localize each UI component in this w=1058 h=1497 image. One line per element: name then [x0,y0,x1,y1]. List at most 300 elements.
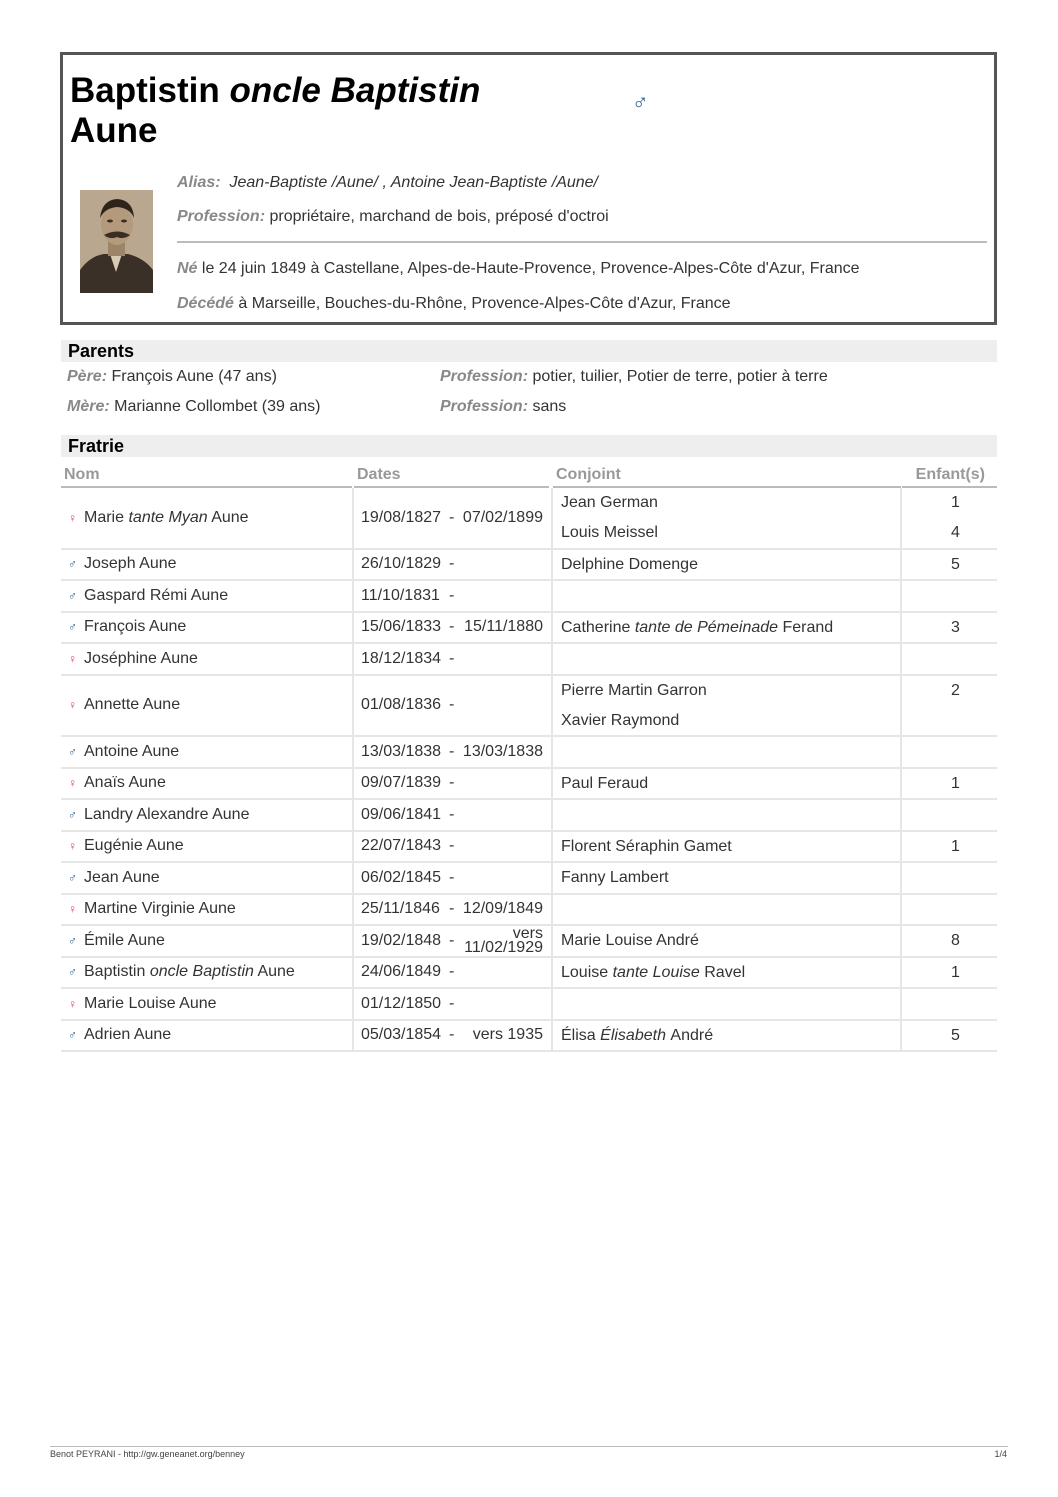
spouse-name: Catherine [561,618,631,636]
father-value[interactable]: François Aune (47 ans) [111,368,277,385]
column-header-dates: Dates [354,464,549,488]
sibling-name-link[interactable] [84,774,166,792]
column-separator [352,926,354,956]
sibling-spouse-cell [553,989,901,1019]
birth-label: Né [177,260,198,277]
children-count: 1 [951,494,960,511]
sibling-name-cell [61,581,352,611]
sibling-first-name: François [84,618,146,636]
birth-date: 15/06/1833 [361,618,442,636]
footer-page-number: 1/4 [994,1449,1007,1459]
profession-line [177,207,609,227]
sibling-spouse-cell [553,644,901,674]
sibling-row [61,895,997,927]
male-icon: ♂ [68,620,77,635]
person-header [60,52,997,325]
sibling-surname: Aune [211,508,249,526]
fratrie-title: Fratrie [61,435,997,457]
sibling-name-cell [61,863,352,893]
sibling-children-cell [902,989,997,1019]
date-separator: - [449,900,455,918]
birth-date: 06/02/1845 [361,868,442,886]
sibling-first-name: Martine Virginie [84,900,195,918]
sibling-row [61,644,997,676]
sibling-spouse-cell [553,895,901,925]
sibling-name-cell [61,895,352,925]
column-separator [352,676,354,736]
column-separator [352,832,354,862]
sibling-nickname: oncle Baptistin [149,963,254,981]
column-header-enfants: Enfant(s) [902,464,997,488]
children-count: 4 [951,524,960,541]
sibling-name-cell [61,769,352,799]
birth-date: 19/02/1848 [361,931,442,949]
sibling-dates-cell [354,550,549,580]
sibling-row [61,737,997,769]
spouse-name: Marie Louise André [561,932,699,949]
death-value: à Marseille, Bouches-du-Rhône, Provence-Alpes-Côte d'Azur, France [238,295,731,312]
column-separator [352,769,354,799]
sibling-children-cell [902,863,997,893]
father-label: Père: [67,368,108,385]
sibling-row [61,1021,997,1053]
spouse-name: Xavier Raymond [561,711,680,729]
children-count: 1 [951,774,960,792]
sibling-name-link[interactable] [84,555,177,573]
sibling-name-cell [61,550,352,580]
column-separator [352,800,354,830]
sibling-children-cell [902,958,997,988]
column-separator [352,613,354,643]
sibling-first-name: Marie [84,508,125,526]
spouse-entry[interactable] [553,863,901,893]
parents-title: Parents [61,340,997,362]
column-separator [551,1021,553,1051]
date-separator: - [449,1026,455,1044]
column-separator [900,581,902,611]
column-separator [900,644,902,674]
death-label: Décédé [177,295,234,312]
sibling-first-name: Joseph [84,555,136,573]
mother-value[interactable]: Marianne Collombet (39 ans) [114,398,321,415]
sibling-children-cell [902,1021,997,1051]
male-icon: ♂ [68,557,77,572]
sibling-children-cell [902,644,997,674]
male-icon: ♂ [632,89,649,114]
sibling-row [61,926,997,958]
sibling-surname: Aune [141,742,180,760]
date-separator: - [449,586,455,604]
sibling-row [61,581,997,613]
birth-date: 22/07/1843 [361,837,442,855]
spouse-entry[interactable] [553,613,901,643]
column-separator [900,737,902,767]
sibling-children-cell [902,769,997,799]
sibling-surname: Aune [133,1026,172,1044]
sibling-dates-cell [354,958,549,988]
date-separator: - [449,508,455,526]
father-line [67,367,277,387]
spouse-name: Paul Feraud [561,774,649,792]
column-separator [900,832,902,862]
profession-value: propriétaire, marchand de bois, préposé d'octroi [269,208,609,225]
sibling-children-cell [902,550,997,580]
sibling-name-link[interactable] [84,995,217,1013]
sibling-first-name: Eugénie [84,837,143,855]
column-separator [900,895,902,925]
mother-profession-value: sans [532,398,567,415]
birth-date: 11/10/1831 [361,586,440,604]
sibling-surname: Aune [190,586,229,604]
sibling-name-cell [61,989,352,1019]
sibling-row [61,863,997,895]
date-separator: - [449,994,455,1012]
birth-date: 09/07/1839 [361,774,442,792]
sibling-dates-cell [354,613,549,643]
sibling-name-link[interactable] [84,587,228,605]
column-separator [352,644,354,674]
female-icon: ♀ [68,698,77,713]
male-icon: ♂ [68,1028,77,1043]
sibling-name-cell [61,676,352,736]
sibling-first-name: Joséphine [84,649,157,667]
sibling-surname: Aune [127,931,165,949]
sibling-surname: Aune [142,696,181,714]
sibling-children-cell [902,676,997,736]
male-icon: ♂ [68,588,77,603]
birth-date: 09/06/1841 [361,805,442,823]
column-separator [551,769,553,799]
date-separator: - [449,931,455,949]
sibling-dates-cell [354,488,549,548]
sibling-dates-cell [354,832,549,862]
date-separator: - [449,649,455,667]
male-icon: ♂ [68,965,77,980]
female-icon: ♀ [68,902,77,917]
sibling-children-cell [902,737,997,767]
sibling-name-cell [61,644,352,674]
sibling-name-link[interactable] [84,650,198,668]
date-separator: - [449,618,455,636]
mother-label: Mère: [67,398,110,415]
sibling-name-cell [61,1021,352,1051]
sibling-name-link[interactable] [84,963,295,981]
sibling-name-link[interactable] [84,837,184,855]
sibling-surname: Aune [257,963,295,981]
column-header-conjoint: Conjoint [553,464,901,488]
male-icon: ♂ [68,933,77,948]
death-date: vers 1935 [472,1026,543,1044]
sibling-row [61,550,997,582]
birth-date: 24/06/1849 [361,963,442,981]
spouse-entry[interactable] [553,518,901,548]
column-separator [900,800,902,830]
spouse-entry[interactable] [553,958,901,988]
column-separator [352,958,354,988]
sibling-dates-cell [354,676,549,736]
sibling-name-link[interactable] [84,696,180,714]
spouse-entry[interactable] [553,488,901,518]
sibling-row [61,769,997,801]
date-separator: - [449,555,455,573]
sibling-dates-cell [354,863,549,893]
female-icon: ♀ [68,651,77,666]
column-separator [900,550,902,580]
sibling-spouse-cell [553,863,901,893]
sibling-dates-cell [354,800,549,830]
sibling-spouse-cell [553,769,901,799]
sibling-dates-cell [354,737,549,767]
sibling-surname: Aune [160,649,198,667]
sibling-first-name: Gaspard Rémi [84,586,188,604]
father-profession-line [440,367,828,387]
date-separator: - [449,868,455,886]
birth-line [177,259,860,279]
birth-value: le 24 juin 1849 à Castellane, Alpes-de-Haute-Provence, Provence-Alpes-Côte d'Azur, France [201,260,860,277]
spouse-surname: Ravel [704,963,746,981]
sibling-name-cell [61,926,352,956]
sibling-surname: Aune [148,618,187,636]
sibling-first-name: Annette [84,696,140,714]
person-surname: Aune [70,111,158,150]
sibling-dates-cell [354,989,549,1019]
spouse-entry[interactable] [553,926,901,956]
sibling-spouse-cell [553,800,901,830]
birth-date: 25/11/1846 [361,900,440,918]
column-separator [551,926,553,956]
sibling-first-name: Marie Louise [84,994,176,1012]
sibling-name-link[interactable] [84,869,160,887]
column-separator [900,926,902,956]
death-date: 15/11/1880 [464,618,543,636]
person-name-line1 [70,71,480,111]
spouse-name: Louis Meissel [561,524,658,541]
date-separator: - [449,963,455,981]
profession-label: Profession: [177,208,266,225]
spouse-name: Jean German [561,494,658,511]
children-count: 5 [951,555,960,573]
column-separator [551,958,553,988]
death-date: 07/02/1899 [462,508,543,526]
sibling-name-cell [61,958,352,988]
sibling-dates-cell [354,926,549,956]
sibling-row [61,832,997,864]
sibling-surname: Aune [212,805,250,823]
alias-value: Jean-Baptiste /Aune/ , Antoine Jean-Baptiste /Aune/ [229,174,598,191]
column-separator [352,863,354,893]
male-icon: ♂ [68,807,77,822]
mother-line [67,397,320,417]
spouse-entry[interactable] [553,706,901,736]
spouse-name: Pierre Martin Garron [561,681,707,699]
spouse-name: Fanny Lambert [561,869,669,886]
column-separator [900,1021,902,1051]
person-photo[interactable] [80,190,153,293]
death-line [177,294,731,314]
spouse-entry[interactable] [553,676,901,706]
column-separator [551,550,553,580]
spouse-name: Florent Séraphin Gamet [561,837,732,855]
column-separator [352,488,354,548]
sibling-row [61,613,997,645]
sibling-row [61,989,997,1021]
sibling-dates-cell [354,769,549,799]
column-separator [900,989,902,1019]
spouse-nickname: tante de Pémeinade [634,618,779,636]
sibling-row [61,958,997,990]
birth-date: 13/03/1838 [361,742,442,760]
sibling-dates-cell [354,644,549,674]
column-separator [900,769,902,799]
column-separator [352,989,354,1019]
sibling-name-link[interactable] [84,509,249,527]
children-count: 8 [951,932,960,949]
sibling-first-name: Anaïs [84,774,125,792]
column-separator [900,958,902,988]
spouse-nickname: Élisabeth [600,1026,666,1044]
column-separator [551,832,553,862]
birth-date: 01/12/1850 [361,994,442,1012]
sibling-children-cell [902,613,997,643]
sibling-row [61,800,997,832]
column-separator [551,644,553,674]
column-separator [900,863,902,893]
children-count [902,863,997,893]
spouse-entry[interactable] [553,769,901,799]
sibling-name-link[interactable] [84,806,249,824]
death-date: 12/09/1849 [462,900,543,918]
date-separator: - [449,774,455,792]
column-separator [551,613,553,643]
sibling-name-link[interactable] [84,1026,171,1044]
person-nickname: oncle Baptistin [229,71,481,110]
death-date [464,926,543,956]
sibling-spouse-cell [553,958,901,988]
sibling-spouse-cell [553,613,901,643]
sibling-dates-cell [354,581,549,611]
father-profession-value: potier, tuilier, Potier de terre, potier à terre [532,368,828,385]
sibling-children-cell [902,926,997,956]
footer-source: Benot PEYRANI - http://gw.geneanet.org/benney [50,1449,245,1459]
sibling-spouse-cell [553,550,901,580]
spouse-entry[interactable] [553,832,901,862]
sibling-spouse-cell [553,676,901,736]
sibling-nickname: tante Myan [128,508,208,526]
spouse-name: Louise [561,963,609,981]
column-separator [900,488,902,548]
sibling-spouse-cell [553,737,901,767]
sibling-name-link[interactable] [84,932,165,950]
sibling-first-name: Baptistin [84,963,146,981]
mother-profession-line [440,397,566,417]
death-date-qualifier: vers [512,924,543,942]
spouse-nickname: tante Louise [612,963,700,981]
column-separator [352,550,354,580]
sibling-spouse-cell [553,1021,901,1051]
sibling-surname: Aune [198,900,236,918]
sibling-name-link[interactable] [84,900,236,918]
birth-date: 26/10/1829 [361,555,442,573]
sibling-surname: Aune [146,837,184,855]
death-date-value: 11/02/1929 [464,938,543,956]
sibling-dates-cell [354,1021,549,1051]
date-separator: - [449,696,455,714]
sibling-name-link[interactable] [84,743,179,761]
column-separator [551,737,553,767]
mother-profession-label: Profession: [440,398,529,415]
father-profession-label: Profession: [440,368,529,385]
spouse-entry[interactable] [553,1021,901,1051]
person-first-name: Baptistin [70,71,220,110]
sibling-surname: Aune [179,994,217,1012]
sibling-surname: Aune [128,774,166,792]
sibling-dates-cell [354,895,549,925]
sibling-spouse-cell [553,488,901,548]
column-separator [551,676,553,736]
alias-line [177,173,598,193]
birth-date: 01/08/1836 [361,696,442,714]
female-icon: ♀ [68,996,77,1011]
children-count: 1 [951,837,960,855]
date-separator: - [449,805,455,823]
column-separator [352,737,354,767]
sibling-row [61,488,997,550]
male-icon: ♂ [68,744,77,759]
birth-date: 18/12/1834 [361,649,442,667]
death-date: 13/03/1838 [462,742,543,760]
column-separator [352,581,354,611]
spouse-name: Delphine Domenge [561,555,698,573]
footer-divider [50,1446,1008,1447]
column-separator [900,676,902,736]
column-separator [551,895,553,925]
sibling-name-cell [61,613,352,643]
sibling-name-cell [61,800,352,830]
sibling-name-cell [61,737,352,767]
birth-date: 19/08/1827 [361,508,442,526]
alias-label: Alias: [177,174,221,191]
children-count [902,706,997,736]
sibling-children-cell [902,488,997,548]
male-icon: ♂ [68,870,77,885]
birth-date: 05/03/1854 [361,1026,442,1044]
spouse-surname: André [670,1026,714,1044]
children-count: 2 [951,681,960,699]
spouse-surname: Ferand [782,618,834,636]
column-separator [551,581,553,611]
sibling-children-cell [902,581,997,611]
children-count: 5 [951,1026,960,1044]
female-icon: ♀ [68,510,77,525]
sibling-first-name: Adrien [84,1026,131,1044]
sibling-first-name: Émile [84,931,125,949]
column-separator [352,1021,354,1051]
date-separator: - [449,837,455,855]
sibling-surname: Aune [139,555,177,573]
column-separator [900,613,902,643]
children-count: 3 [951,618,960,636]
date-separator: - [449,742,455,760]
sibling-name-link[interactable] [84,618,186,636]
sibling-first-name: Jean [84,868,119,886]
column-separator [551,863,553,893]
sibling-surname: Aune [122,868,160,886]
sibling-spouse-cell [553,926,901,956]
spouse-entry[interactable] [553,550,901,580]
sibling-first-name: Landry Alexandre [84,805,209,823]
sibling-children-cell [902,832,997,862]
sibling-name-cell [61,832,352,862]
